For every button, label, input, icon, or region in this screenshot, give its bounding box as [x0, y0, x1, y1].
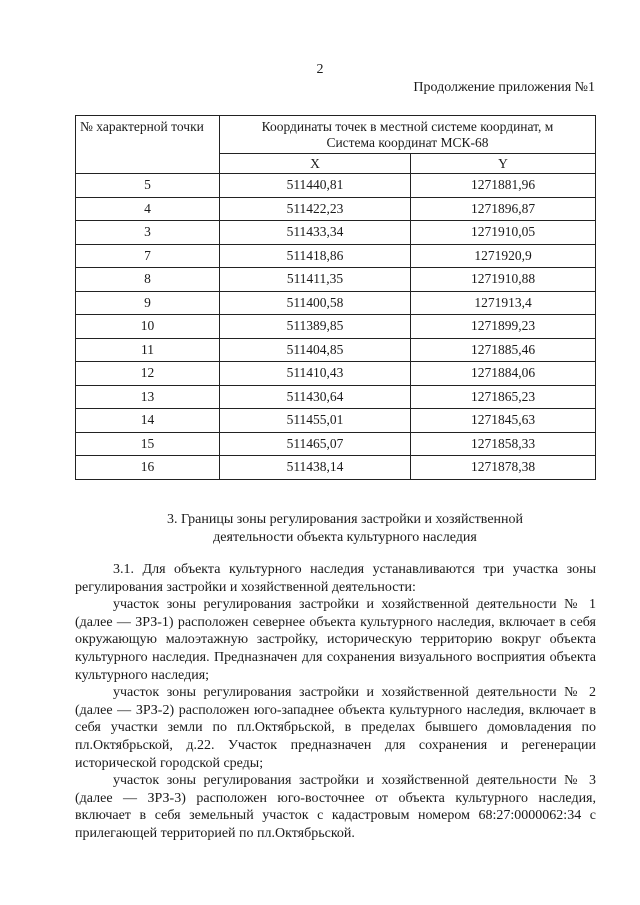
coordinates-header: [220, 116, 596, 154]
point-number-cell: 4: [76, 197, 220, 221]
x-coordinate-cell: 511465,07: [220, 432, 411, 456]
point-number-cell: 3: [76, 221, 220, 245]
y-coordinate-cell: 1271913,4: [411, 291, 596, 315]
page-number: 2: [316, 62, 324, 77]
y-column-header: Y: [411, 154, 596, 174]
x-coordinate-cell: 511404,85: [220, 338, 411, 362]
point-number-cell: 14: [76, 409, 220, 433]
x-coordinate-cell: 511438,14: [220, 456, 411, 480]
table-row: [76, 362, 596, 386]
point-number-cell: 16: [76, 456, 220, 480]
y-coordinate-cell: 1271878,38: [411, 456, 596, 480]
y-coordinate-cell: 1271884,06: [411, 362, 596, 386]
table-row: [76, 221, 596, 245]
point-number-cell: 11: [76, 338, 220, 362]
coordinates-header-line2: Система координат МСК-68: [326, 134, 489, 150]
table-row: [76, 432, 596, 456]
point-number-cell: 8: [76, 268, 220, 292]
section-heading-line2: деятельности объекта культурного наследия: [213, 530, 477, 545]
table-header-row: [76, 116, 596, 154]
y-coordinate-cell: 1271896,87: [411, 197, 596, 221]
x-column-header: X: [220, 154, 411, 174]
table-row: [76, 244, 596, 268]
paragraph-intro: 3.1. Для объекта культурного наследия устанавливаются три участка зоны регулирования застройки и хозяйственной деятельности:: [75, 562, 596, 595]
x-coordinate-cell: 511411,35: [220, 268, 411, 292]
coordinates-table-body: [76, 174, 596, 480]
x-coordinate-cell: 511455,01: [220, 409, 411, 433]
coordinates-table: [75, 115, 596, 480]
point-number-header: № характерной точки: [76, 116, 220, 174]
paragraph-zone-2: участок зоны регулирования застройки и хозяйственной деятельности № 2 (далее — ЗРЗ-2) расположен юго-западнее объекта культурного наследия, включает в себя участки земли по пл.Октябрьской, в пределах бывшего домовладения по пл.Октябрьской, д.22. Участок предназначен для сохранения и регенерации исторической городской среды;: [75, 685, 596, 771]
y-coordinate-cell: 1271910,88: [411, 268, 596, 292]
y-coordinate-cell: 1271845,63: [411, 409, 596, 433]
y-coordinate-cell: 1271865,23: [411, 385, 596, 409]
table-row: [76, 315, 596, 339]
y-coordinate-cell: 1271920,9: [411, 244, 596, 268]
y-coordinate-cell: 1271881,96: [411, 174, 596, 198]
section-heading: [95, 511, 595, 547]
table-row: [76, 268, 596, 292]
paragraph-zone-3: участок зоны регулирования застройки и хозяйственной деятельности № 3 (далее — ЗРЗ-3) расположен юго-восточнее от объекта культурного наследия, включает в себя земельный участок с кадастровым номером 68:27:0000062:34 с прилегающей территорией по пл.Октябрьской.: [75, 773, 596, 841]
table-row: [76, 291, 596, 315]
appendix-continuation-note: Продолжение приложения №1: [413, 80, 595, 95]
point-number-cell: 10: [76, 315, 220, 339]
x-coordinate-cell: 511410,43: [220, 362, 411, 386]
y-coordinate-cell: 1271910,05: [411, 221, 596, 245]
y-coordinate-cell: 1271899,23: [411, 315, 596, 339]
coordinates-header-line1: Координаты точек в местной системе координат, м: [261, 118, 554, 134]
x-coordinate-cell: 511430,64: [220, 385, 411, 409]
table-row: [76, 385, 596, 409]
y-coordinate-cell: 1271885,46: [411, 338, 596, 362]
y-coordinate-cell: 1271858,33: [411, 432, 596, 456]
x-coordinate-cell: 511389,85: [220, 315, 411, 339]
table-row: [76, 456, 596, 480]
x-coordinate-cell: 511400,58: [220, 291, 411, 315]
x-coordinate-cell: 511440,81: [220, 174, 411, 198]
table-row: [76, 174, 596, 198]
point-number-cell: 5: [76, 174, 220, 198]
point-number-cell: 13: [76, 385, 220, 409]
section-body: [75, 561, 596, 843]
section-heading-line1: 3. Границы зоны регулирования застройки и хозяйственной: [166, 512, 524, 527]
x-coordinate-cell: 511418,86: [220, 244, 411, 268]
point-number-cell: 9: [76, 291, 220, 315]
x-coordinate-cell: 511422,23: [220, 197, 411, 221]
point-number-cell: 7: [76, 244, 220, 268]
point-number-cell: 12: [76, 362, 220, 386]
table-row: [76, 338, 596, 362]
point-number-cell: 15: [76, 432, 220, 456]
x-coordinate-cell: 511433,34: [220, 221, 411, 245]
table-row: [76, 409, 596, 433]
paragraph-zone-1: участок зоны регулирования застройки и хозяйственной деятельности № 1 (далее — ЗРЗ-1) расположен севернее объекта культурного наследия, включает в себя окружающую малоэтажную застройку, историческую территорию вокруг объекта культурного наследия. Предназначен для сохранения визуального восприятия объекта культурного наследия;: [75, 597, 596, 683]
table-row: [76, 197, 596, 221]
